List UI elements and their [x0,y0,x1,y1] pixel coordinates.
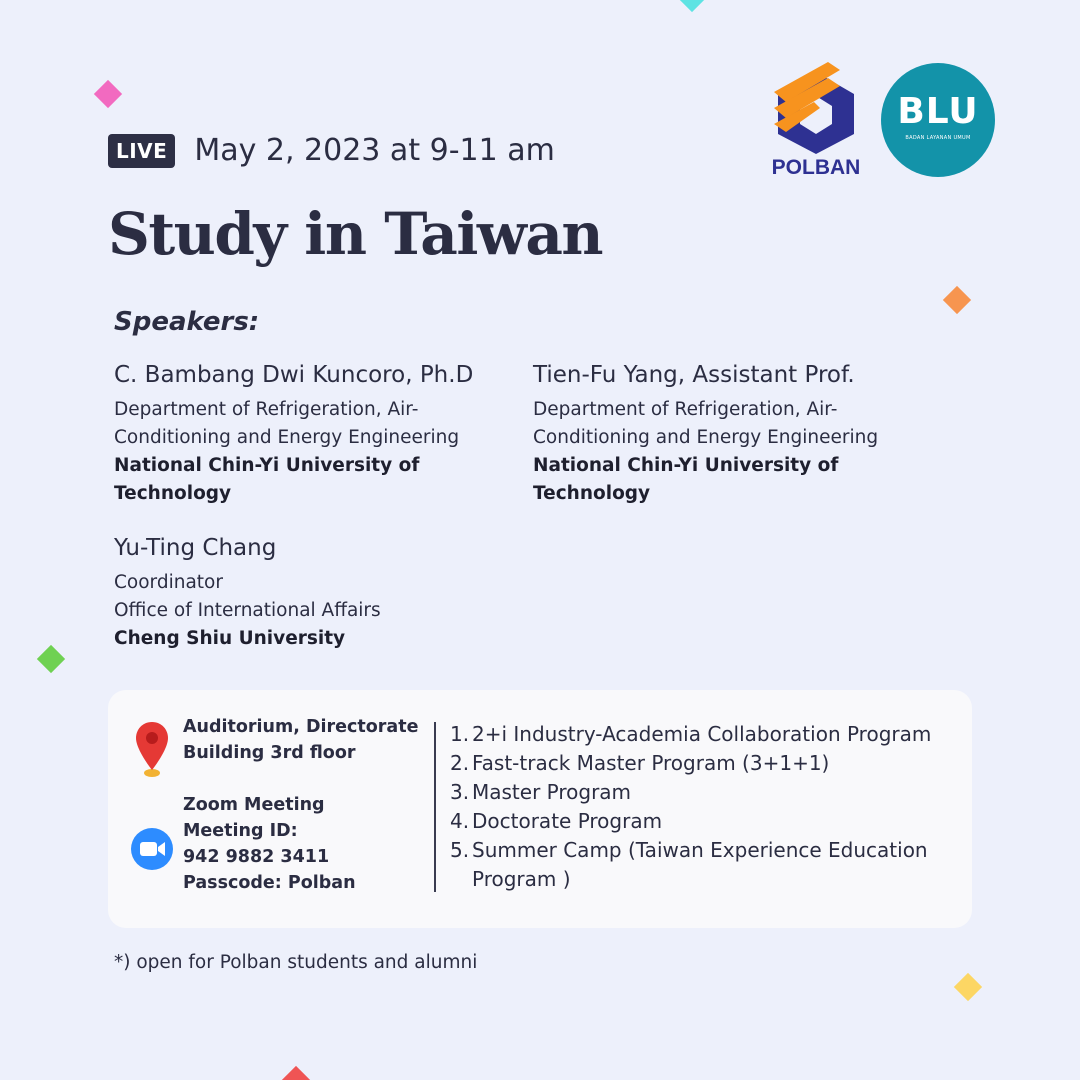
zoom-meeting-id-label: Meeting ID: [183,821,298,841]
speaker-role: Coordinator [114,572,223,593]
event-info-card [108,690,972,928]
confetti-diamond-icon [37,645,65,673]
program-number: 3. [450,780,470,804]
event-date: May 2, 2023 at 9-11 am [194,133,555,168]
polban-logo [770,62,862,180]
list-item [450,807,960,836]
program-number: 5. [450,838,470,862]
zoom-camera-icon [131,828,173,870]
confetti-diamond-icon [678,0,706,12]
speaker-card [114,360,514,508]
program-text: Master Program [472,780,632,804]
blu-logo-text: BLU [897,91,979,132]
blu-logo-subtitle: BADAN LAYANAN UMUM [905,135,971,141]
program-list [450,720,960,894]
speaker-name: Yu-Ting Chang [114,535,277,561]
speaker-institution: National Chin-Yi University of [114,455,420,476]
speaker-department: Department of Refrigeration, Air- [114,399,419,420]
speaker-department: Conditioning and Energy Engineering [533,427,879,448]
speaker-department: Office of International Affairs [114,600,381,621]
page-title: Study in Taiwan [108,200,603,268]
confetti-diamond-icon [943,286,971,314]
venue-location [183,714,423,766]
card-divider [434,722,436,892]
speaker-name: C. Bambang Dwi Kuncoro, Ph.D [114,362,474,388]
venue-location-line: Auditorium, Directorate [183,717,419,737]
speaker-institution: Technology [533,483,651,504]
polban-logo-text: POLBAN [771,156,861,179]
list-item [450,720,960,749]
zoom-meeting-id: 942 9882 3411 [183,847,330,867]
speakers-heading: Speakers: [114,307,260,337]
zoom-passcode: Passcode: Polban [183,873,356,893]
program-text: Summer Camp (Taiwan Experience Education Program ) [472,838,928,891]
confetti-diamond-icon [954,973,982,1001]
program-text: 2+i Industry-Academia Collaboration Program [472,722,932,746]
zoom-meeting-title: Zoom Meeting [183,795,325,815]
program-text: Doctorate Program [472,809,663,833]
list-item [450,836,960,894]
program-text: Fast-track Master Program (3+1+1) [472,751,830,775]
list-item [450,778,960,807]
list-item [450,749,960,778]
program-number: 2. [450,751,470,775]
event-header [108,133,555,168]
speaker-institution: National Chin-Yi University of [533,455,839,476]
venue-location-line: Building 3rd floor [183,743,356,763]
map-pin-icon [134,720,170,778]
speaker-name: Tien-Fu Yang, Assistant Prof. [533,362,855,388]
zoom-meeting-info [183,792,423,896]
speaker-card [533,360,933,508]
speaker-institution: Technology [114,483,232,504]
blu-logo [881,63,995,177]
speaker-department: Conditioning and Energy Engineering [114,427,460,448]
speaker-card [114,533,514,653]
confetti-diamond-icon [94,80,122,108]
confetti-diamond-icon [282,1066,310,1080]
footnote: *) open for Polban students and alumni [114,952,478,973]
speaker-department: Department of Refrigeration, Air- [533,399,838,420]
live-badge: LIVE [108,134,175,168]
program-number: 1. [450,722,470,746]
polban-emblem-icon [770,62,862,154]
program-number: 4. [450,809,470,833]
speaker-institution: Cheng Shiu University [114,628,346,649]
